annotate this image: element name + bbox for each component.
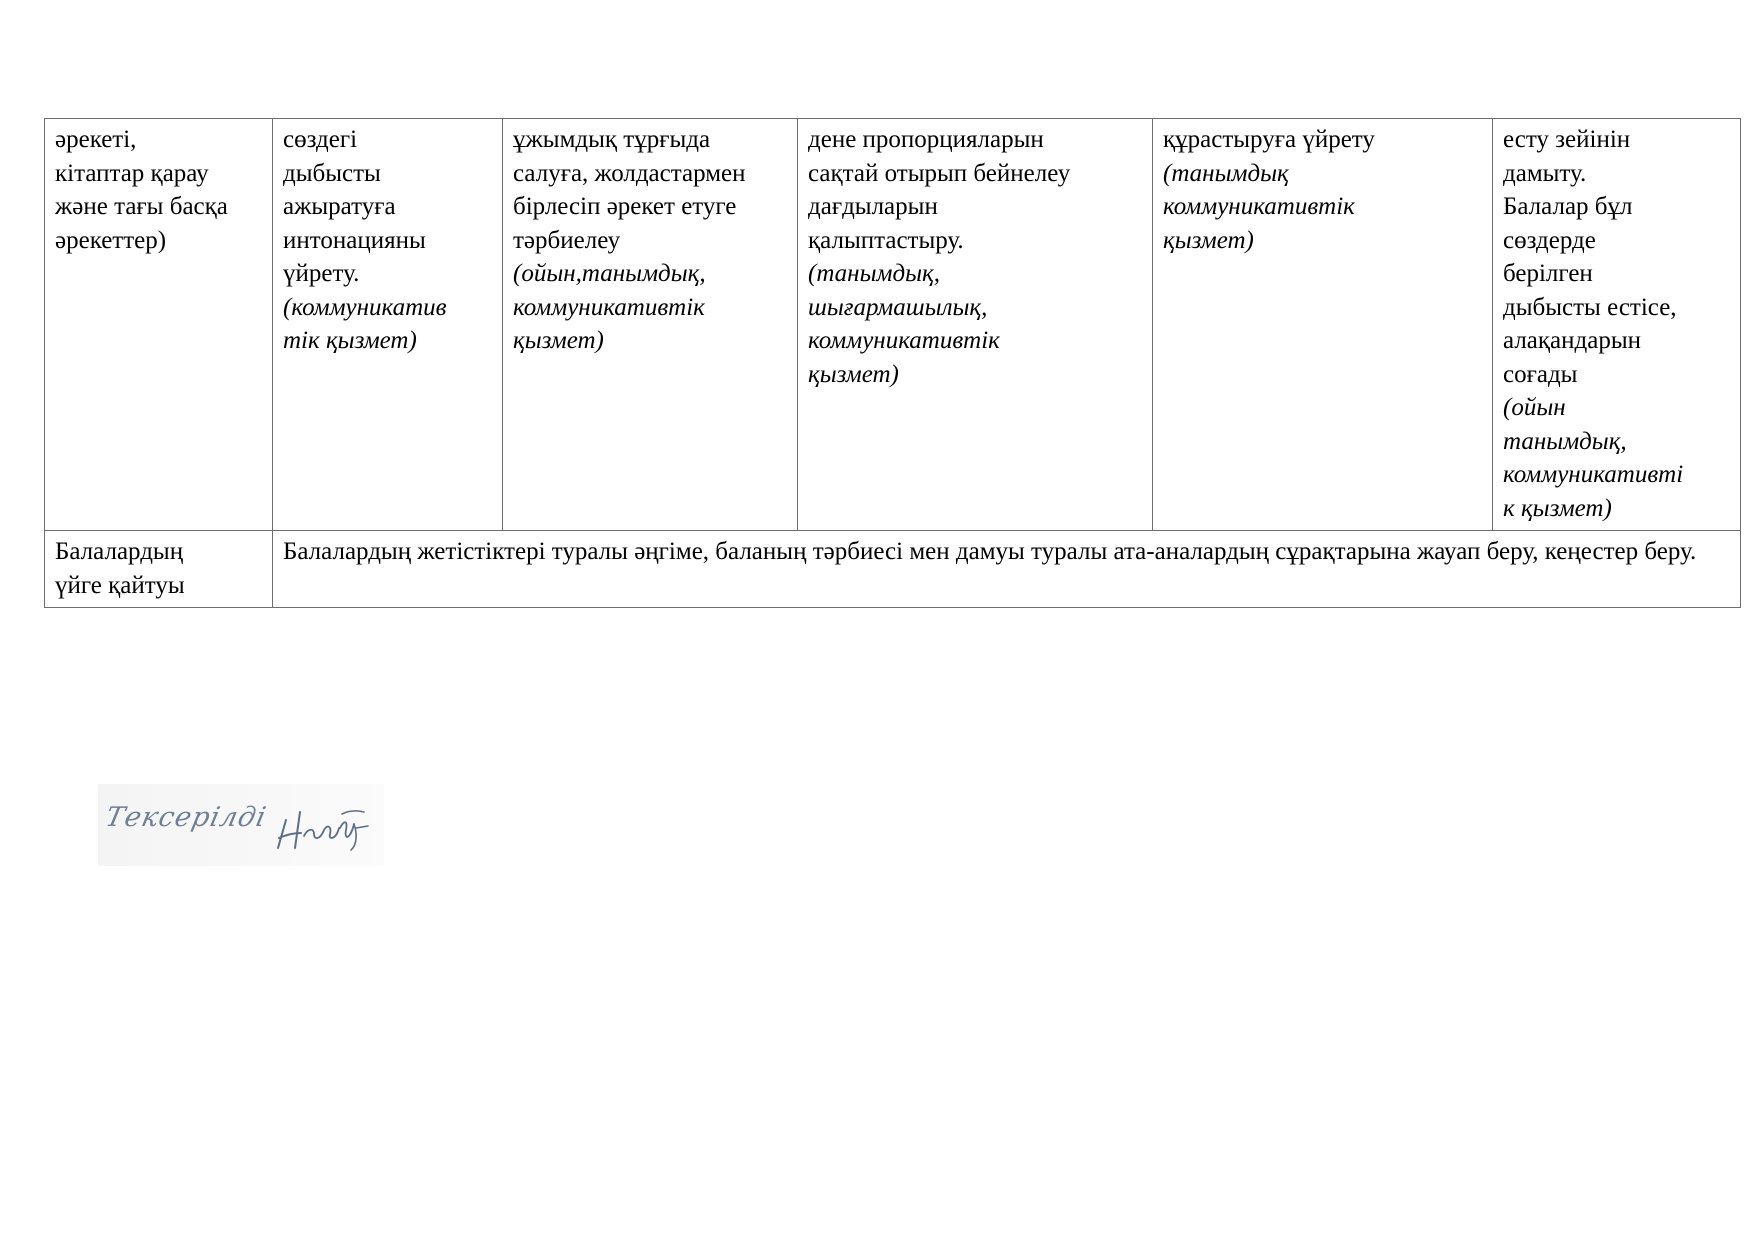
cell-text-line: дамыту. bbox=[1503, 159, 1587, 187]
cell-text-line: әрекеті, bbox=[55, 126, 137, 153]
cell-text-line: интонацияны bbox=[283, 226, 426, 254]
cell-text-line: қалыптастыру. bbox=[808, 226, 964, 254]
cell-text-line: бірлесіп әрекет етуге bbox=[513, 193, 737, 220]
cell-activity-note: қызмет) bbox=[513, 327, 604, 354]
cell-activity-note: коммуникативті bbox=[1503, 461, 1684, 488]
cell-activity-note: қызмет) bbox=[1163, 226, 1254, 254]
cell-activity-note: (ойын bbox=[1503, 394, 1566, 421]
cell-text-line: алақандарын bbox=[1503, 327, 1642, 354]
cell-text-line: әрекеттер) bbox=[55, 226, 167, 254]
cell-text-line: ажыратуға bbox=[283, 193, 396, 220]
cell-text-line: Балалардың bbox=[55, 538, 184, 565]
cell-text-line: салуға, жолдастармен bbox=[513, 159, 746, 187]
cell-construction-activity bbox=[1153, 119, 1493, 531]
cell-activity-note: коммуникативтік bbox=[1163, 193, 1355, 220]
cell-text-line: Балалар бұл bbox=[1503, 193, 1633, 220]
cell-text-line: тәрбиелеу bbox=[513, 226, 621, 254]
cell-text-line: есту зейінін bbox=[1503, 126, 1631, 153]
signature-scribble-icon bbox=[98, 784, 384, 866]
cell-listening-activity bbox=[1493, 119, 1741, 531]
cell-drawing-activity bbox=[503, 119, 798, 531]
cell-text-line: үйрету. bbox=[283, 260, 360, 287]
table-row-return-home bbox=[45, 531, 1741, 608]
cell-activity-note: коммуникативтік bbox=[808, 327, 1000, 354]
cell-text-line: сөздерде bbox=[1503, 226, 1596, 254]
cell-return-home-label bbox=[45, 531, 273, 608]
cell-text-line: берілген bbox=[1503, 260, 1593, 287]
cell-activity-note: (танымдық bbox=[1163, 159, 1289, 187]
cell-text-line: дағдыларын bbox=[808, 193, 938, 220]
cell-text-line: дыбысты естісе, bbox=[1503, 293, 1677, 321]
cell-text-line: кітаптар қарау bbox=[55, 159, 209, 187]
cell-text-line: құрастыруға үйрету bbox=[1163, 126, 1375, 153]
cell-activity-note: (ойын,танымдық, bbox=[513, 260, 706, 287]
cell-text-line: ұжымдық тұрғыда bbox=[513, 126, 711, 153]
cell-activity-note: (танымдық, bbox=[808, 260, 940, 287]
daily-plan-table bbox=[44, 118, 1741, 608]
cell-text-paragraph: Балалардың жетістіктері туралы әңгіме, баланың тәрбиесі мен дамуы туралы ата-аналардың сұрақтарына жауап беру, кеңестер беру. bbox=[283, 538, 1697, 565]
cell-text-line: және тағы басқа bbox=[55, 193, 228, 220]
cell-text-line: дыбысты bbox=[283, 159, 381, 187]
cell-activity-note: шығармашылық, bbox=[808, 293, 988, 321]
cell-text-line: сақтай отырып бейнелеу bbox=[808, 159, 1071, 187]
cell-activity-note: коммуникативтік bbox=[513, 293, 705, 321]
cell-activity-note: к қызмет) bbox=[1503, 494, 1612, 522]
cell-text-line: сөздегі bbox=[283, 126, 358, 153]
table-row-activities bbox=[45, 119, 1741, 531]
cell-activity-note: тік қызмет) bbox=[283, 327, 417, 354]
cell-text-line: дене пропорцияларын bbox=[808, 126, 1044, 153]
cell-activity-type bbox=[45, 119, 273, 531]
cell-text-line: үйге қайтуы bbox=[55, 571, 185, 599]
signature-word: Тексерілді bbox=[102, 802, 270, 833]
cell-return-home-content bbox=[273, 531, 1741, 608]
cell-speech-activity bbox=[273, 119, 503, 531]
cell-activity-note: (коммуникатив bbox=[283, 293, 447, 321]
cell-text-line: соғады bbox=[1503, 360, 1578, 388]
cell-activity-note: қызмет) bbox=[808, 360, 899, 388]
cell-modeling-activity bbox=[798, 119, 1153, 531]
cell-activity-note: танымдық, bbox=[1503, 427, 1627, 455]
handwritten-signature bbox=[98, 784, 384, 866]
